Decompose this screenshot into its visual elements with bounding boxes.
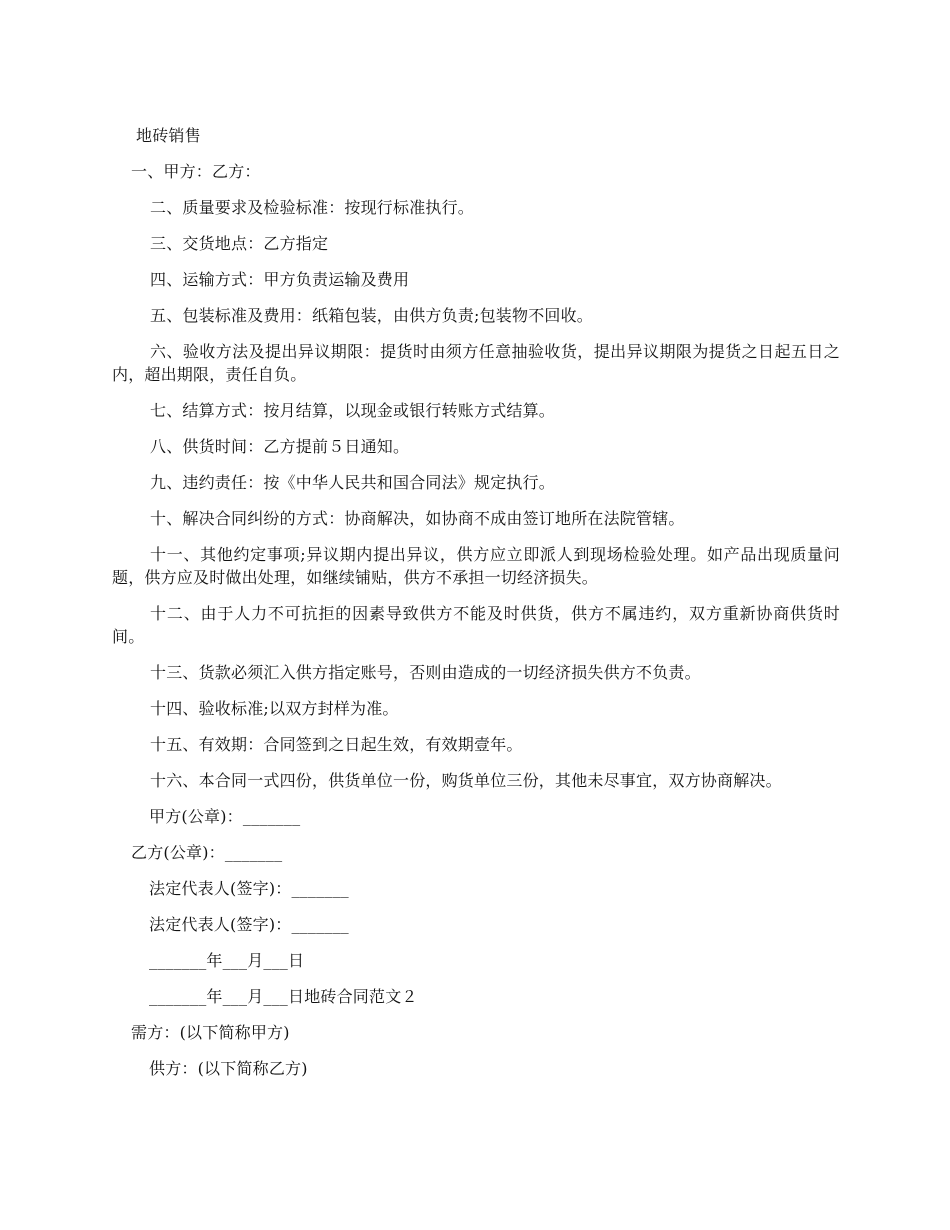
document-title: 地砖销售: [136, 126, 201, 145]
clause-1: 一、甲方：乙方：: [131, 162, 261, 181]
clause-12: 十二、由于人力不可抗拒的因素导致供方不能及时供货，供方不属违约，双方重新协商供货时间。: [112, 604, 840, 646]
date-line-2: _______年___月___日地砖合同范文２: [149, 987, 418, 1006]
clause-16: 十六、本合同一式四份，供货单位一份，购货单位三份，其他未尽事宜，双方协商解决。: [150, 771, 782, 790]
legal-rep-b-line: 法定代表人(签字)：_______: [149, 915, 349, 934]
clause-10: 十、解决合同纠纷的方式：协商解决，如协商不成由签订地所在法院管辖。: [150, 509, 685, 528]
party-a-seal-line: 甲方(公章)：_______: [149, 807, 301, 826]
clause-6: 六、验收方法及提出异议期限：提货时由须方任意抽验收货，提出异议期限为提货之日起五日之内，超出期限，责任自负。: [112, 342, 840, 384]
legal-rep-a-line: 法定代表人(签字)：_______: [149, 879, 349, 898]
buyer-line: 需方：(以下简称甲方): [131, 1023, 290, 1042]
clause-9: 九、违约责任：按《中华人民共和国合同法》规定执行。: [150, 473, 556, 492]
clause-15: 十五、有效期：合同签到之日起生效，有效期壹年。: [150, 735, 523, 754]
clause-4: 四、运输方式：甲方负责运输及费用: [150, 270, 410, 289]
clause-3: 三、交货地点：乙方指定: [150, 234, 329, 253]
clause-14: 十四、验收标准;以双方封样为准。: [150, 699, 399, 718]
date-line-1: _______年___月___日: [149, 951, 305, 970]
clause-13: 十三、货款必须汇入供方指定账号，否则由造成的一切经济损失供方不负责。: [150, 663, 701, 682]
document-content: [112, 124, 840, 1093]
clause-11: 十一、其他约定事项;异议期内提出异议，供方应立即派人到现场检验处理。如产品出现质量问题，供方应及时做出处理，如继续铺贴，供方不承担一切经济损失。: [112, 545, 840, 587]
clause-8: 八、供货时间：乙方提前５日通知。: [150, 437, 410, 456]
clause-2: 二、质量要求及检验标准：按现行标准执行。: [150, 198, 475, 217]
clause-7: 七、结算方式：按月结算，以现金或银行转账方式结算。: [150, 401, 556, 420]
clause-5: 五、包装标准及费用：纸箱包装，由供方负责;包装物不回收。: [150, 306, 593, 325]
supplier-line: 供方：(以下简称乙方): [149, 1059, 308, 1078]
party-b-seal-line: 乙方(公章)：_______: [131, 843, 283, 862]
